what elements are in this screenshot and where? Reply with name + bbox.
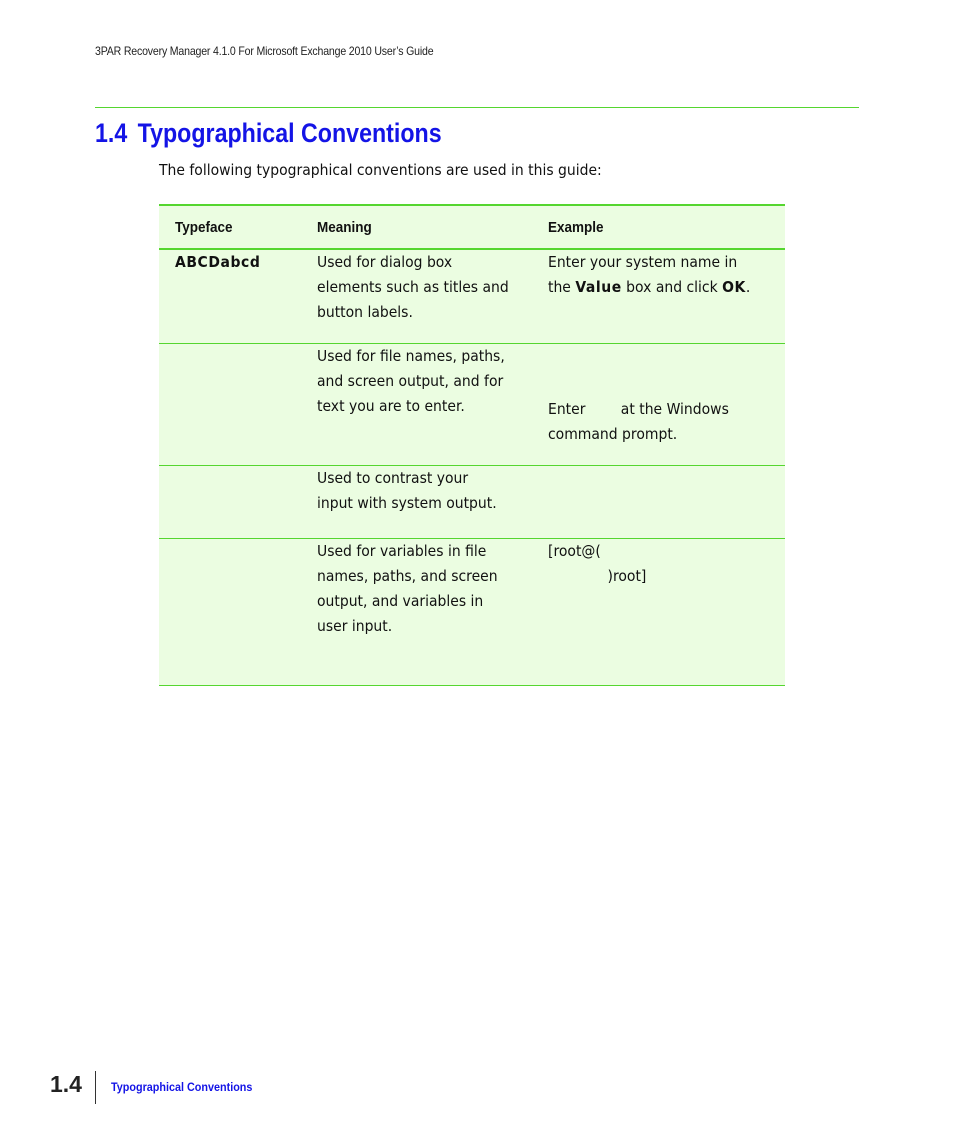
example-cell bbox=[532, 466, 785, 539]
table-row bbox=[159, 539, 785, 686]
section-number: 1.4 bbox=[95, 118, 128, 148]
page-number: 1.4 bbox=[50, 1071, 82, 1097]
typeface-cell bbox=[159, 344, 301, 466]
meaning-line: button labels. bbox=[317, 303, 413, 321]
meaning-line: output, and variables in bbox=[317, 592, 484, 610]
example-cell bbox=[532, 539, 785, 686]
example-ui-ok: OK bbox=[722, 278, 746, 296]
meaning-line: text you are to enter. bbox=[317, 397, 465, 415]
meaning-cell bbox=[301, 466, 532, 539]
example-ui-value: Value bbox=[575, 278, 622, 296]
meaning-line: user input. bbox=[317, 617, 393, 635]
meaning-line: and screen output, and for bbox=[317, 372, 504, 390]
meaning-line: Used to contrast your bbox=[317, 469, 469, 487]
meaning-line: Used for dialog box bbox=[317, 253, 453, 271]
meaning-line: Used for file names, paths, bbox=[317, 347, 505, 365]
table-row bbox=[159, 466, 785, 539]
table-row bbox=[159, 249, 785, 344]
typeface-cell bbox=[159, 539, 301, 686]
example-line: Enter your system name in bbox=[548, 253, 738, 271]
typeface-sample: ABCDabcd bbox=[175, 253, 261, 271]
table-row bbox=[159, 344, 785, 466]
header-example: Example bbox=[548, 218, 604, 236]
footer-section-label: Typographical Conventions bbox=[111, 1080, 253, 1094]
example-line: the Value box and click OK. bbox=[548, 278, 751, 296]
section-heading bbox=[95, 118, 442, 149]
meaning-cell bbox=[301, 539, 532, 686]
meaning-line: input with system output. bbox=[317, 494, 497, 512]
typeface-cell bbox=[159, 249, 301, 344]
example-line: command prompt. bbox=[548, 425, 678, 443]
example-cell bbox=[532, 344, 785, 466]
running-header: 3PAR Recovery Manager 4.1.0 For Microsoft Exchange 2010 User’s Guide bbox=[95, 44, 434, 58]
meaning-line: names, paths, and screen bbox=[317, 567, 498, 585]
table-header-row bbox=[159, 205, 785, 249]
example-line: Enter at the Windows bbox=[548, 400, 729, 418]
meaning-cell bbox=[301, 249, 532, 344]
meaning-cell bbox=[301, 344, 532, 466]
section-title: Typographical Conventions bbox=[137, 118, 442, 148]
example-cell bbox=[532, 249, 785, 344]
header-divider bbox=[95, 107, 859, 108]
meaning-line: elements such as titles and bbox=[317, 278, 509, 296]
header-typeface: Typeface bbox=[175, 218, 233, 236]
example-line: [root@( bbox=[548, 542, 601, 560]
example-line: )root] bbox=[607, 567, 647, 585]
meaning-line: Used for variables in file bbox=[317, 542, 487, 560]
footer-divider bbox=[95, 1071, 96, 1104]
typeface-cell bbox=[159, 466, 301, 539]
conventions-table bbox=[159, 204, 785, 686]
intro-paragraph: The following typographical conventions are used in this guide: bbox=[159, 161, 602, 179]
header-meaning: Meaning bbox=[317, 218, 372, 236]
